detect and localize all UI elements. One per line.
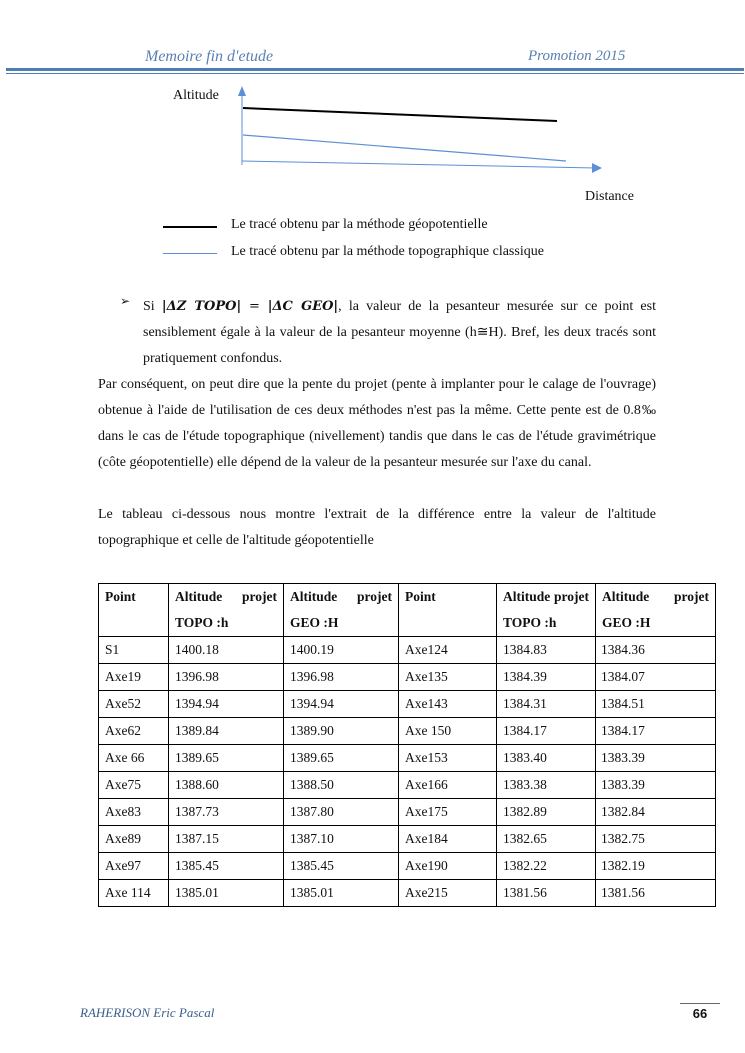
bullet-marker: ➢ (120, 294, 131, 308)
table-cell: 1383.39 (596, 772, 716, 799)
table-cell: 1383.38 (497, 772, 596, 799)
table-cell: Axe89 (99, 826, 169, 853)
col-header: Altitude projet GEO :H (596, 584, 716, 637)
table-cell: Axe215 (399, 880, 497, 907)
table-cell: 1384.39 (497, 664, 596, 691)
table-row (99, 772, 716, 799)
table-cell: 1388.50 (284, 772, 399, 799)
table-cell: 1382.84 (596, 799, 716, 826)
table-cell: 1384.07 (596, 664, 716, 691)
page-number: 66 (680, 1003, 720, 1021)
table-cell: 1385.45 (169, 853, 284, 880)
col-header: Point (99, 584, 169, 637)
table-cell: Axe135 (399, 664, 497, 691)
table-cell: 1389.90 (284, 718, 399, 745)
header-title-right: Promotion 2015 (528, 48, 626, 64)
table-cell: 1385.45 (284, 853, 399, 880)
table-cell: 1396.98 (284, 664, 399, 691)
table-cell: 1389.65 (169, 745, 284, 772)
delta-c-geo: |ΔC GEO| (267, 299, 339, 314)
table-cell: 1387.80 (284, 799, 399, 826)
table-cell: 1382.19 (596, 853, 716, 880)
table-cell: 1383.39 (596, 745, 716, 772)
table-row (99, 826, 716, 853)
axis-x (242, 161, 602, 173)
table-cell: 1384.17 (497, 718, 596, 745)
table-cell: Axe97 (99, 853, 169, 880)
col-header: Altitude projet TOPO :h (497, 584, 596, 637)
table-cell: Axe175 (399, 799, 497, 826)
table-cell: 1384.31 (497, 691, 596, 718)
table-cell: 1384.36 (596, 637, 716, 664)
axis-y (238, 86, 246, 165)
table-row (99, 799, 716, 826)
footer-author: RAHERISON Eric Pascal (80, 1005, 215, 1020)
table-cell: Axe 114 (99, 880, 169, 907)
table-cell: 1384.51 (596, 691, 716, 718)
table-row (99, 880, 716, 907)
table-cell: 1387.15 (169, 826, 284, 853)
table-cell: Axe62 (99, 718, 169, 745)
legend-swatch-blue (163, 253, 217, 254)
table-cell: 1385.01 (284, 880, 399, 907)
col-header: Point (399, 584, 497, 637)
table-cell: 1389.65 (284, 745, 399, 772)
table-cell: Axe143 (399, 691, 497, 718)
table-cell: 1382.22 (497, 853, 596, 880)
geopotential-line (243, 108, 557, 121)
table-cell: 1400.18 (169, 637, 284, 664)
altitude-comparison-table (98, 583, 716, 907)
table-cell: Axe75 (99, 772, 169, 799)
topographic-line (243, 135, 566, 161)
table-cell: 1381.56 (596, 880, 716, 907)
paragraph-table-intro: Le tableau ci-dessous nous montre l'extrait de la différence entre la valeur de l'altitude topographique et celle de l'altitude géopotentielle (98, 507, 656, 548)
table-cell: Axe124 (399, 637, 497, 664)
table-cell: 1382.89 (497, 799, 596, 826)
table-cell: Axe190 (399, 853, 497, 880)
table-cell: Axe184 (399, 826, 497, 853)
table-cell: 1384.17 (596, 718, 716, 745)
figure-xlabel: Distance (585, 189, 634, 204)
table-row (99, 745, 716, 772)
table-cell: 1383.40 (497, 745, 596, 772)
table-cell: Axe83 (99, 799, 169, 826)
header-title-left: Memoire fin d'etude (145, 48, 274, 65)
table-cell: Axe19 (99, 664, 169, 691)
table-cell: 1400.19 (284, 637, 399, 664)
table-cell: Axe166 (399, 772, 497, 799)
table-header-row (99, 584, 716, 637)
table-row (99, 691, 716, 718)
table-cell: Axe 66 (99, 745, 169, 772)
table-cell: 1387.73 (169, 799, 284, 826)
table-cell: 1382.65 (497, 826, 596, 853)
legend-swatch-black (163, 226, 217, 228)
col-header: Altitude projet GEO :H (284, 584, 399, 637)
legend-label: Le tracé obtenu par la méthode topographique classique (231, 244, 544, 259)
delta-z-topo: |ΔZ TOPO| (161, 299, 242, 314)
table-cell: Axe153 (399, 745, 497, 772)
table-cell: 1394.94 (284, 691, 399, 718)
table-cell: 1387.10 (284, 826, 399, 853)
table-cell: 1385.01 (169, 880, 284, 907)
table-cell: Axe52 (99, 691, 169, 718)
paragraph-slope: Par conséquent, on peut dire que la pente du projet (pente à implanter pour le calage de l'ouvrage) obtenue à l'aide de l'utilisation de ces deux méthodes n'est pas la même. Cette pente est de 0.8‰ dans le cas de l'étude topographique (nivellement) tandis que dans le cas de l'étude gravimétrique (côte géopotentielle) elle dépend de la valeur de la pesanteur mesurée sur l'axe du canal. (98, 377, 656, 470)
table-cell: 1388.60 (169, 772, 284, 799)
table-row (99, 853, 716, 880)
table-row (99, 637, 716, 664)
table-cell: 1384.83 (497, 637, 596, 664)
legend-label: Le tracé obtenu par la méthode géopotentielle (231, 217, 488, 232)
col-header: Altitude projet TOPO :h (169, 584, 284, 637)
table-row (99, 718, 716, 745)
table-cell: 1382.75 (596, 826, 716, 853)
bullet-paragraph: Si |ΔZ TOPO| = |ΔC GEO|, la valeur de la pesanteur mesurée sur ce point est sensiblement égale à la valeur de la pesanteur moyenne (h≅H). Bref, les deux tracés sont pratiquement confondus. (143, 299, 656, 366)
table-cell: S1 (99, 637, 169, 664)
table-cell: 1394.94 (169, 691, 284, 718)
table-cell: Axe 150 (399, 718, 497, 745)
table-cell: 1381.56 (497, 880, 596, 907)
table-row (99, 664, 716, 691)
table-cell: 1396.98 (169, 664, 284, 691)
table-cell: 1389.84 (169, 718, 284, 745)
figure-ylabel: Altitude (173, 88, 219, 103)
